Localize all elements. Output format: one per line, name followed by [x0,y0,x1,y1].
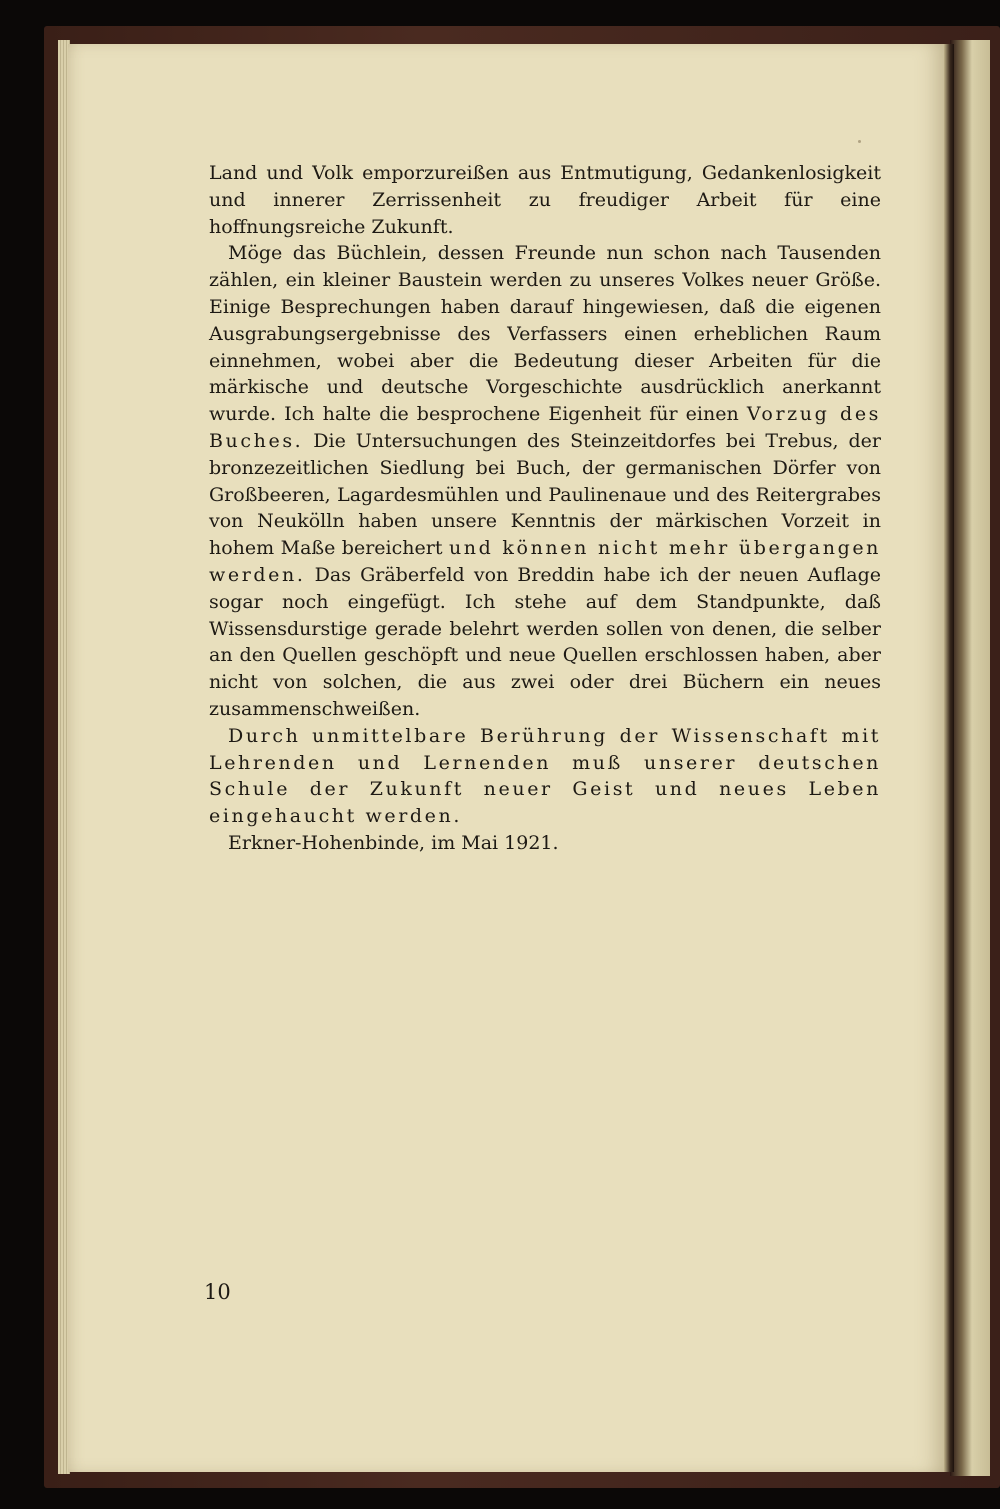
spaced-emphasis: und können nicht mehr übergangen werden. [209,537,882,586]
paper-speck [858,140,861,143]
paragraph-continuation: Land und Volk emporzureißen aus Entmutigung, Gedankenlosigkeit und innerer Zerrissenheit zu freudiger Arbeit für eine hoffnungsreiche Zukunft. [209,162,881,238]
paragraph-second-text: Möge das Büchlein, dessen Freunde nun schon nach Tausenden zählen, ein kleiner Baustein werden zu unseres Volkes neuer Größe. Einige Besprechungen haben darauf hingewiesen, daß die eigenen Ausgrabungsergebnisse des Verfassers einen erheblichen Raum einnehmen, wobei aber die Bedeutung dieser Arbeiten für die märkische und deutsche Vorgeschichte ausdrücklich anerkannt wurde. Ich halte die besprochene Eigenheit für einen [209,242,881,426]
spaced-emphasis: Vorzug des Buches. [209,403,882,452]
paragraph-second-end: Das Gräberfeld von Breddin habe ich der neuen Auflage sogar noch eingefügt. Ich stehe auf dem Standpunkte, daß Wissensdurstige gerade belehrt werden sollen von denen, die selber an den Quellen geschöpft und neue Quellen erschlossen haben, aber nicht von solchen, die aus zwei oder drei Büchern ein neues zusammenschweißen. [209,563,881,720]
paragraph-second-continued: Die Untersuchungen des Steinzeitdorfes bei Trebus, der bronzezeitlichen Siedlung bei Buch, der germanischen Dörfer von Großbeeren, Lagardesmühlen und Paulinenaue und des Reitergrabes von Neukölln haben unsere Kenntnis der märkischen Vorzeit in hohem Maße bereichert [209,429,881,560]
body-text [209,160,881,857]
paragraph-second [209,240,881,722]
paragraph-third: Durch unmittelbare Berührung der Wissenschaft mit Lehrenden und Lernenden muß unserer deutschen Schule der Zukunft neuer Geist und neues Leben eingehaucht werden. [209,724,881,828]
page-gutter [944,44,954,1472]
facing-page-edge [950,40,990,1476]
signature-line: Erkner-Hohenbinde, im Mai 1921. [228,831,559,854]
page-number: 10 [204,1280,231,1304]
